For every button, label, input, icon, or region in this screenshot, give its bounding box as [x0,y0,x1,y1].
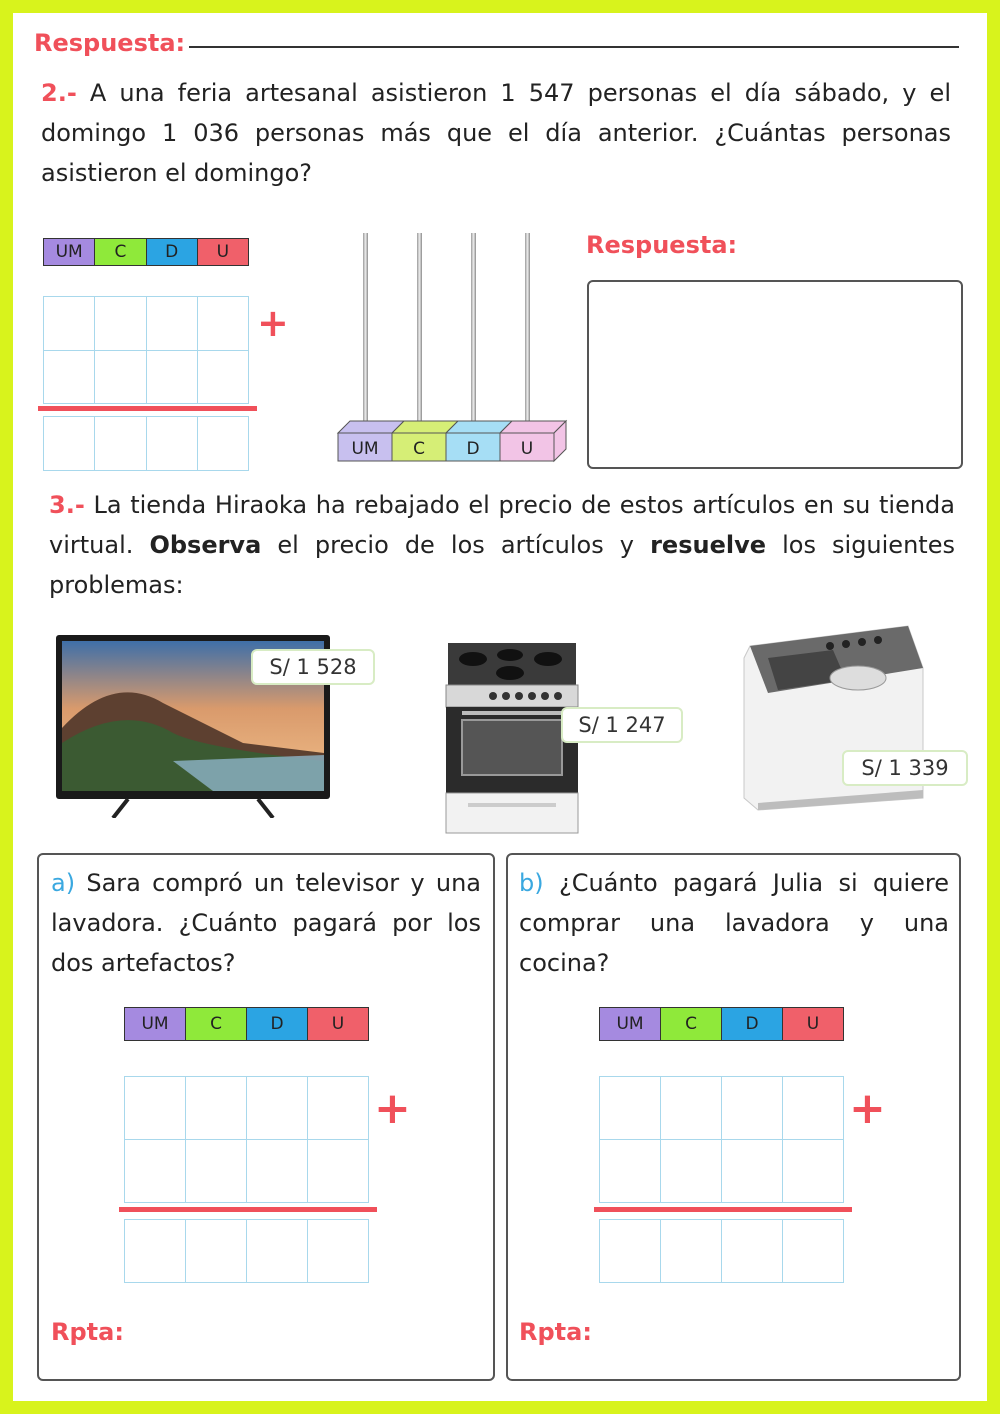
problem-b-statement: ¿Cuánto pagará Julia si quiere comprar una lavadora y una cocina? [519,869,949,977]
abacus-rod [471,233,476,433]
sum-line [119,1207,377,1212]
problem-a-text [51,863,481,983]
price-tag-lavadora: S/ 1 339 [842,750,968,786]
plus-icon: + [374,1083,411,1134]
q2-result-grid[interactable] [43,416,249,471]
abacus-label: U [520,439,534,459]
question-2-text: A una feria artesanal asistieron 1 547 personas el día sábado, y el domingo 1 036 personas más que el día anterior. ¿Cuántas personas asistieron el domingo? [41,79,951,187]
question-3-text-1: La tienda Hiraoka ha rebajado el precio de estos artículos en su tienda virtual. [49,491,955,559]
header-um: UM [600,1008,660,1040]
abacus-rod [363,233,368,433]
a-place-value-header [124,1007,369,1041]
question-3-bold-observa: Observa [149,531,262,559]
header-u: U [197,239,248,265]
price-tag-televisor: S/ 1 528 [251,649,375,685]
question-2-number: 2.- [41,79,77,107]
plus-icon: + [257,301,289,345]
top-answer-line[interactable] [189,46,959,48]
question-3-text-2: el precio de los artículos y [277,531,635,559]
abacus-icon [318,228,568,473]
plus-icon: + [849,1083,886,1134]
b-place-value-header [599,1007,844,1041]
header-d: D [246,1008,307,1040]
problem-b-text [519,863,949,983]
b-rpta-label: Rpta: [519,1318,592,1346]
abacus-rod [417,233,422,433]
problem-a-letter: a) [51,869,76,897]
q2-addend-grid[interactable] [43,296,249,404]
abacus-label: UM [351,439,379,459]
abacus-label: D [466,439,480,459]
sum-line [594,1207,852,1212]
header-d: D [721,1008,782,1040]
washing-machine-icon [738,618,930,818]
header-u: U [307,1008,368,1040]
a-result-grid[interactable] [124,1219,369,1283]
problem-a-statement: Sara compró un televisor y una lavadora. ¿Cuánto pagará por los dos artefactos? [51,869,481,977]
header-um: UM [44,239,94,265]
problem-b-letter: b) [519,869,544,897]
header-c: C [660,1008,721,1040]
question-3-text-3: los siguientes problemas: [49,531,955,599]
question-3-bold-resuelve: resuelve [650,531,767,559]
question-2 [41,73,951,193]
header-c: C [185,1008,246,1040]
abacus-label: C [413,439,425,459]
sum-line [38,406,257,411]
header-c: C [94,239,145,265]
question-3 [49,485,955,605]
q2-answer-box[interactable] [587,280,963,469]
q2-place-value-header [43,238,249,266]
abacus-rod [525,233,530,433]
header-d: D [146,239,197,265]
price-tag-cocina: S/ 1 247 [561,707,683,743]
a-addend-grid[interactable] [124,1076,369,1203]
top-answer-label: Respuesta: [34,29,186,57]
question-3-number: 3.- [49,491,85,519]
b-result-grid[interactable] [599,1219,844,1283]
b-addend-grid[interactable] [599,1076,844,1203]
header-u: U [782,1008,843,1040]
header-um: UM [125,1008,185,1040]
q2-answer-label: Respuesta: [586,231,738,259]
a-rpta-label: Rpta: [51,1318,124,1346]
